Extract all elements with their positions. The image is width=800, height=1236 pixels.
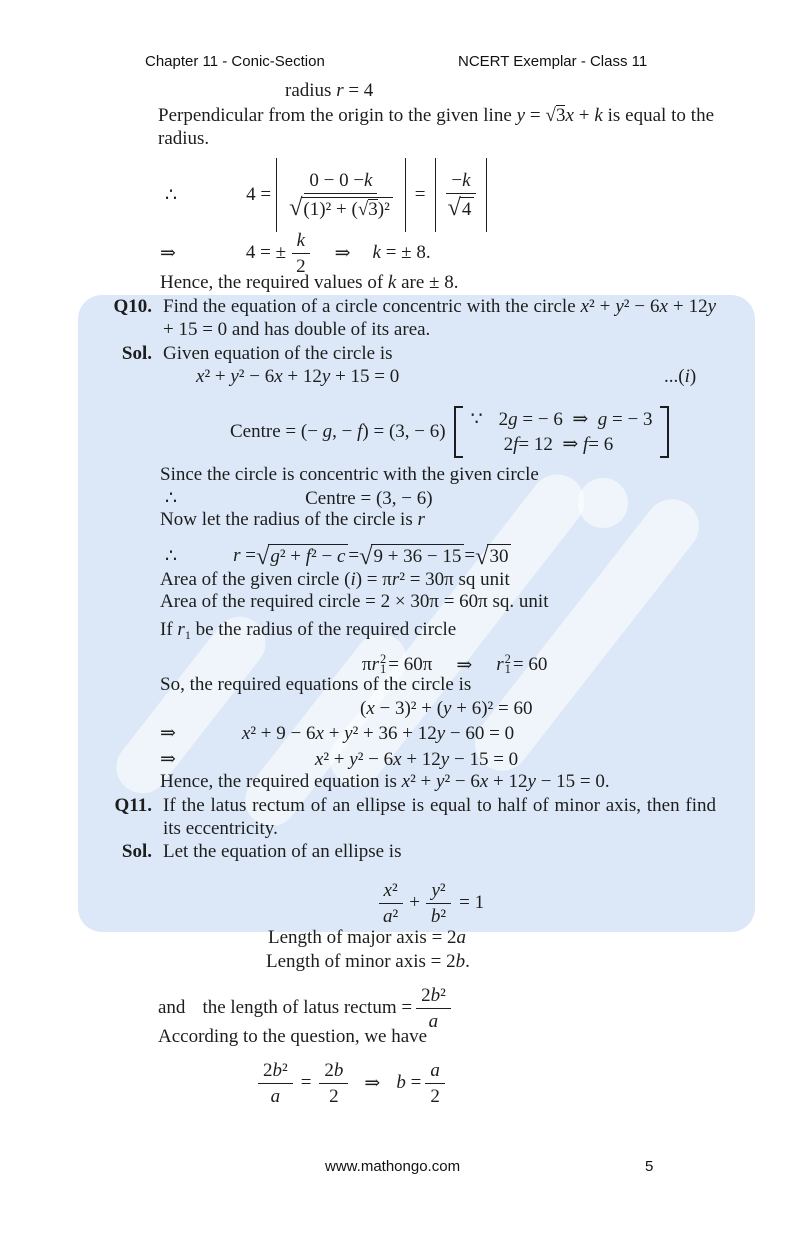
stacked-subsup: 2 1 xyxy=(504,651,511,676)
fraction: y ² b ² xyxy=(426,880,451,927)
matrix-row-1: 2g = − 6 ⇒ g = − 3 xyxy=(498,409,653,430)
radical: √ (1)² + (√3)² xyxy=(289,196,393,219)
fraction: 2 b ² a xyxy=(416,985,451,1032)
implies-symbol: ⇒ xyxy=(160,723,176,744)
equation-lhs: 4 = ± xyxy=(245,242,287,263)
paragraph-perpendicular: Perpendicular from the origin to the given line y = √3x + k is equal to the radius. xyxy=(158,105,714,149)
absolute-value-group xyxy=(276,158,406,232)
line-solution-intro-q11: Let the equation of an ellipse is xyxy=(163,841,402,862)
question-label-q11: Q11. xyxy=(114,795,152,816)
equation-rhs: r xyxy=(496,654,504,675)
implies-symbol: ⇒ xyxy=(160,242,176,264)
equals-sign: = xyxy=(348,545,360,566)
line-area-required: Area of the required circle = 2 × 30π = 60π sq. unit xyxy=(160,591,549,612)
radical: √ 30 xyxy=(475,544,511,568)
question-label-q10: Q10. xyxy=(113,296,152,317)
implies-symbol: ⇒ xyxy=(160,749,176,770)
fraction: $\frac{a}{2}$ xyxy=(425,1060,445,1107)
fraction: 2 b 2 xyxy=(319,1060,348,1107)
therefore-symbol: ∴ xyxy=(165,184,178,206)
equation-part: = 60 xyxy=(512,654,548,675)
header-chapter-title: Chapter 11 - Conic-Section xyxy=(145,53,325,70)
equation-lhs: πr xyxy=(362,654,379,675)
equation-expanded: ⇒ x² + 9 − 6x + y² + 36 + 12y − 60 = 0 xyxy=(160,722,515,744)
sqrt-symbol: √ xyxy=(255,542,270,570)
latus-text: the length of latus rectum = xyxy=(202,997,413,1018)
fraction: $\frac{k}{2}$ xyxy=(291,230,311,277)
equation-result: k = ± 8. xyxy=(372,242,431,263)
sqrt-symbol: √ xyxy=(475,542,489,570)
side-note-matrix xyxy=(454,406,670,458)
sqrt-symbol: √ xyxy=(359,542,373,570)
sqrt-symbol: √ xyxy=(289,194,303,222)
line-so-required: So, the required equations of the circle is xyxy=(160,674,472,695)
question-text-q10: Find the equation of a circle concentric with the circle x² + y² − 6x + 12y + 15 = 0 and has double of its area. xyxy=(163,296,717,340)
equals-sign: = xyxy=(300,1072,312,1093)
equation-simplified: ⇒ x² + y² − 6x + 12y − 15 = 0 xyxy=(160,748,519,770)
stacked-subsup: 2 1 xyxy=(380,651,387,676)
line-according: According to the question, we have xyxy=(158,1026,428,1047)
implies-symbol: ⇒ xyxy=(334,242,351,264)
equation-centre xyxy=(230,404,669,460)
left-bracket xyxy=(454,406,463,458)
line-major-axis: Length of major axis = 2a xyxy=(268,927,467,948)
absolute-value-group xyxy=(435,158,488,232)
line-area-given: Area of the given circle (i) = πr² = 30π sq unit xyxy=(160,569,510,590)
footer-website: www.mathongo.com xyxy=(325,1158,461,1175)
because-symbol: ∵ xyxy=(470,409,483,430)
line-if-r1: If $r_1$ be the radius of the required circle xyxy=(160,619,457,642)
line-minor-axis: Length of minor axis = 2b. xyxy=(266,951,470,972)
line-centre-2 xyxy=(165,487,433,510)
equation-squared-form: (x − 3)² + (y + 6)² = 60 xyxy=(360,698,533,719)
and-word: and xyxy=(158,997,186,1018)
fraction: x ² a ² xyxy=(378,880,403,927)
line-now-radius: Now let the radius of the circle is r xyxy=(160,509,425,530)
radical: √ g² + f² − c xyxy=(256,544,348,568)
plus-sign: + xyxy=(409,892,420,913)
equation-lhs: 4 = xyxy=(246,184,272,205)
equation-circle-i: x² + y² − 6x + 12y + 15 = 0 xyxy=(196,366,400,387)
line-hence-equation: Hence, the required equation is x² + y² − 6x + 12y − 15 = 0. xyxy=(160,771,610,792)
equation-tag-i: ...(i) xyxy=(664,366,697,387)
header-book-title: NCERT Exemplar - Class 11 xyxy=(458,53,648,70)
solution-label-q10: Sol. xyxy=(121,343,152,364)
implies-symbol: ⇒ xyxy=(456,654,473,676)
equation-final xyxy=(258,1055,445,1111)
question-text-q11: If the latus rectum of an ellipse is equal to half of minor axis, then find its eccentricity. xyxy=(163,795,716,839)
fraction: 0 − 0 − k √ (1)² + (√3)² xyxy=(284,170,398,219)
equation-distance xyxy=(165,158,492,232)
fraction: − k √ 4 xyxy=(443,170,480,219)
sqrt-symbol: √ xyxy=(447,194,461,222)
centre-expression: Centre = (− g, − f) = (3, − 6) xyxy=(230,421,446,442)
line-radius: radius r = 4 xyxy=(285,80,374,101)
implies-symbol: ⇒ xyxy=(364,1072,381,1094)
footer-page-number: 5 xyxy=(645,1158,654,1175)
equals-sign: = xyxy=(464,545,476,566)
equation-k-solution xyxy=(160,230,431,276)
right-bracket xyxy=(660,406,669,458)
centre-value: Centre = (3, − 6) xyxy=(305,487,433,509)
line-since: Since the circle is concentric with the given circle xyxy=(160,464,539,485)
therefore-symbol: ∴ xyxy=(165,545,178,567)
radical: √ 4 xyxy=(448,196,475,219)
equals-one: = 1 xyxy=(459,892,485,913)
solution-label-q11: Sol. xyxy=(121,841,152,862)
equation-ellipse xyxy=(378,873,484,933)
therefore-symbol: ∴ xyxy=(165,488,178,509)
equation-b: b = xyxy=(396,1072,422,1093)
line-solution-intro-q10: Given equation of the circle is xyxy=(163,343,393,364)
watermark-dot-icon xyxy=(578,478,628,528)
line-hence-k: Hence, the required values of k are ± 8. xyxy=(160,272,459,293)
equation-part: = 60π xyxy=(388,654,433,675)
fraction: 2 b ² a xyxy=(258,1060,293,1107)
matrix-row-2: 2 f = 12 ⇒ f = 6 xyxy=(503,434,614,455)
radical: √ 9 + 36 − 15 xyxy=(359,544,464,568)
equals-sign: = xyxy=(414,184,426,205)
equation-lhs: r = xyxy=(233,545,256,566)
